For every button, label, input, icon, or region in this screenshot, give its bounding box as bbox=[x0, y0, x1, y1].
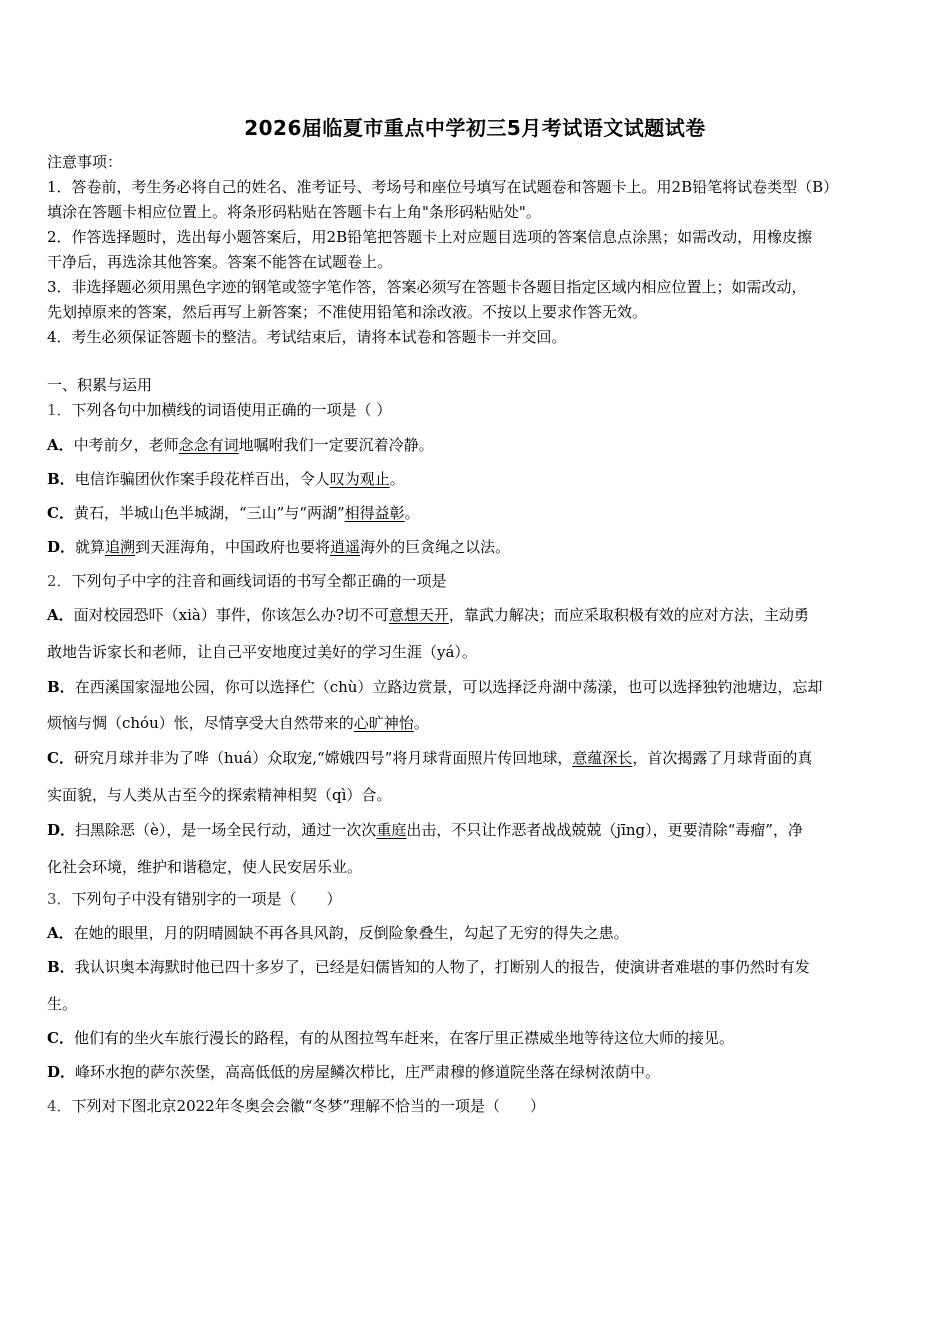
notice-line-3: 2．作答选择题时，选出每小题答案后，用2B铅笔把答题卡上对应题目选项的答案信息点涂黑；如需改动，用橡皮擦 bbox=[47, 228, 813, 246]
option-text: 。 bbox=[389, 470, 405, 488]
option-text: 到天涯海角，中国政府也要将 bbox=[135, 538, 331, 556]
q2-option-b-cont bbox=[47, 711, 909, 736]
option-label: D． bbox=[47, 821, 76, 839]
question-text: 下列对下图北京2022年冬奥会会徽“冬梦”理解不恰当的一项是（ ） bbox=[71, 1097, 546, 1115]
underlined-term: 相得益彰 bbox=[344, 504, 405, 522]
notice-block bbox=[47, 150, 909, 350]
page-title: 2026届临夏市重点中学初三5月考试语文试题试卷 bbox=[244, 116, 706, 140]
q2-option-c-cont: 实面貌，与人类从古至今的探索精神相契（qì）合。 bbox=[47, 786, 392, 804]
notice-line-6: 先划掉原来的答案，然后再写上新答案；不准使用铅笔和涂改液。不按以上要求作答无效。 bbox=[47, 303, 648, 321]
option-text: ，靠武力解决；而应采取积极有效的应对方法，主动勇 bbox=[448, 606, 809, 624]
q2-option-d-cont: 化社会环境，维护和谐稳定，使人民安居乐业。 bbox=[47, 858, 363, 876]
option-text: 黄石，半城山色半城湖，“三山”与“两湖” bbox=[73, 504, 345, 522]
question-3-stem bbox=[47, 887, 909, 912]
notice-heading: 注意事项： bbox=[47, 153, 123, 171]
question-number: 3． bbox=[47, 890, 72, 908]
option-text: 在她的眼里，月的阴晴圆缺不再各具风韵，反倒险象叠生，勾起了无穷的得失之患。 bbox=[73, 924, 629, 942]
option-text: 扫黑除恶（è），是一场全民行动，通过一次次 bbox=[75, 821, 377, 839]
option-label: A． bbox=[47, 924, 74, 942]
underlined-term: 叹为观止 bbox=[329, 470, 390, 488]
question-1-stem bbox=[47, 398, 909, 423]
question-text: 下列各句中加横线的词语使用正确的一项是（ ） bbox=[71, 401, 392, 419]
option-text: 。 bbox=[404, 504, 420, 522]
option-text: 他们有的坐火车旅行漫长的路程，有的从图拉驾车赶来，在客厅里正襟威坐地等待这位大师的接见。 bbox=[73, 1029, 734, 1047]
q2-option-d bbox=[47, 818, 909, 843]
question-text: 下列句子中没有错别字的一项是（ ） bbox=[71, 890, 342, 908]
option-text: ，首次揭露了月球背面的真 bbox=[632, 749, 813, 767]
option-label: C． bbox=[47, 504, 74, 522]
option-text: 地嘱咐我们一定要沉着冷静。 bbox=[238, 436, 434, 454]
option-text: 中考前夕，老师 bbox=[73, 436, 179, 454]
notice-line-7: 4．考生必须保证答题卡的整洁。考试结束后，请将本试卷和答题卡一并交回。 bbox=[47, 328, 567, 346]
underlined-term: 心旷神怡 bbox=[353, 714, 414, 732]
q2-option-b bbox=[47, 675, 909, 700]
q3-option-b bbox=[47, 955, 909, 980]
notice-line-2: 填涂在答题卡相应位置上。将条形码粘贴在答题卡右上角"条形码粘贴处"。 bbox=[47, 203, 541, 221]
option-label: C． bbox=[47, 749, 74, 767]
option-label: D． bbox=[47, 538, 76, 556]
question-number: 4． bbox=[47, 1097, 72, 1115]
option-text: 海外的巨贪绳之以法。 bbox=[360, 538, 511, 556]
notice-line-1: 1．答卷前，考生务必将自己的姓名、准考证号、考场号和座位号填写在试题卷和答题卡上。用2B铅笔将试卷类型（B） bbox=[47, 178, 839, 196]
question-number: 2． bbox=[47, 572, 72, 590]
question-number: 1． bbox=[47, 401, 72, 419]
notice-line-5: 3．非选择题必须用黑色字迹的钢笔或签字笔作答，答案必须写在答题卡各题目指定区域内相应位置上；如需改动， bbox=[47, 278, 807, 296]
option-text: 研究月球并非为了哗（huá）众取宠,“嫦娥四号”将月球背面照片传回地球， bbox=[73, 749, 573, 767]
q3-option-a bbox=[47, 921, 909, 946]
q3-option-b-cont: 生。 bbox=[47, 995, 78, 1013]
option-label: B． bbox=[47, 958, 75, 976]
option-text: 面对校园恐吓（xià）事件，你该怎么办?切不可 bbox=[73, 606, 389, 624]
underlined-term: 追溯 bbox=[105, 538, 136, 556]
option-label: D． bbox=[47, 1063, 76, 1081]
underlined-term: 念念有词 bbox=[178, 436, 239, 454]
option-label: A． bbox=[47, 436, 74, 454]
underlined-term: 意想天开 bbox=[388, 606, 449, 624]
question-4-stem bbox=[47, 1094, 909, 1119]
option-text: 我认识奥本海默时他已四十多岁了，已经是妇儒皆知的人物了，打断别人的报告，使演讲者难堪的事仍然时有发 bbox=[74, 958, 810, 976]
q2-option-c bbox=[47, 746, 909, 771]
option-text: 就算 bbox=[75, 538, 106, 556]
question-2-stem bbox=[47, 569, 909, 594]
underlined-term: 重庭 bbox=[376, 821, 407, 839]
option-label: B． bbox=[47, 678, 75, 696]
option-text: 烦恼与惆（chóu）怅，尽情享受大自然带来的 bbox=[47, 714, 354, 732]
q2-option-a-cont: 敢地告诉家长和老师，让自己平安地度过美好的学习生涯（yá）。 bbox=[47, 643, 477, 661]
question-text: 下列句子中字的注音和画线词语的书写全都正确的一项是 bbox=[71, 572, 447, 590]
option-text: 峰环水抱的萨尔茨堡，高高低低的房屋鳞次栉比，庄严肃穆的修道院坐落在绿树浓荫中。 bbox=[75, 1063, 661, 1081]
notice-line-4: 干净后，再选涂其他答案。答案不能答在试题卷上。 bbox=[47, 253, 393, 271]
q1-option-d bbox=[47, 535, 909, 560]
q1-option-c bbox=[47, 501, 909, 526]
q1-option-b bbox=[47, 467, 909, 492]
q2-option-a bbox=[47, 603, 909, 628]
option-text: 。 bbox=[413, 714, 429, 732]
option-label: C． bbox=[47, 1029, 74, 1047]
q3-option-d bbox=[47, 1060, 909, 1085]
section-heading: 一、积累与运用 bbox=[47, 376, 153, 394]
option-text: 在西溪国家湿地公园，你可以选择伫（chù）立路边赏景，可以选择泛舟湖中荡漾，也可以选择独钓池塘边，忘却 bbox=[74, 678, 823, 696]
option-label: A． bbox=[47, 606, 74, 624]
option-text: 电信诈骗团伙作案手段花样百出，令人 bbox=[74, 470, 330, 488]
q3-option-c bbox=[47, 1026, 909, 1051]
q1-option-a bbox=[47, 433, 909, 458]
option-label: B． bbox=[47, 470, 75, 488]
underlined-term: 意蕴深长 bbox=[572, 749, 633, 767]
underlined-term: 逍遥 bbox=[330, 538, 361, 556]
option-text: 出击，不只让作恶者战战兢兢（jīng），更要清除“毒瘤”，净 bbox=[406, 821, 803, 839]
